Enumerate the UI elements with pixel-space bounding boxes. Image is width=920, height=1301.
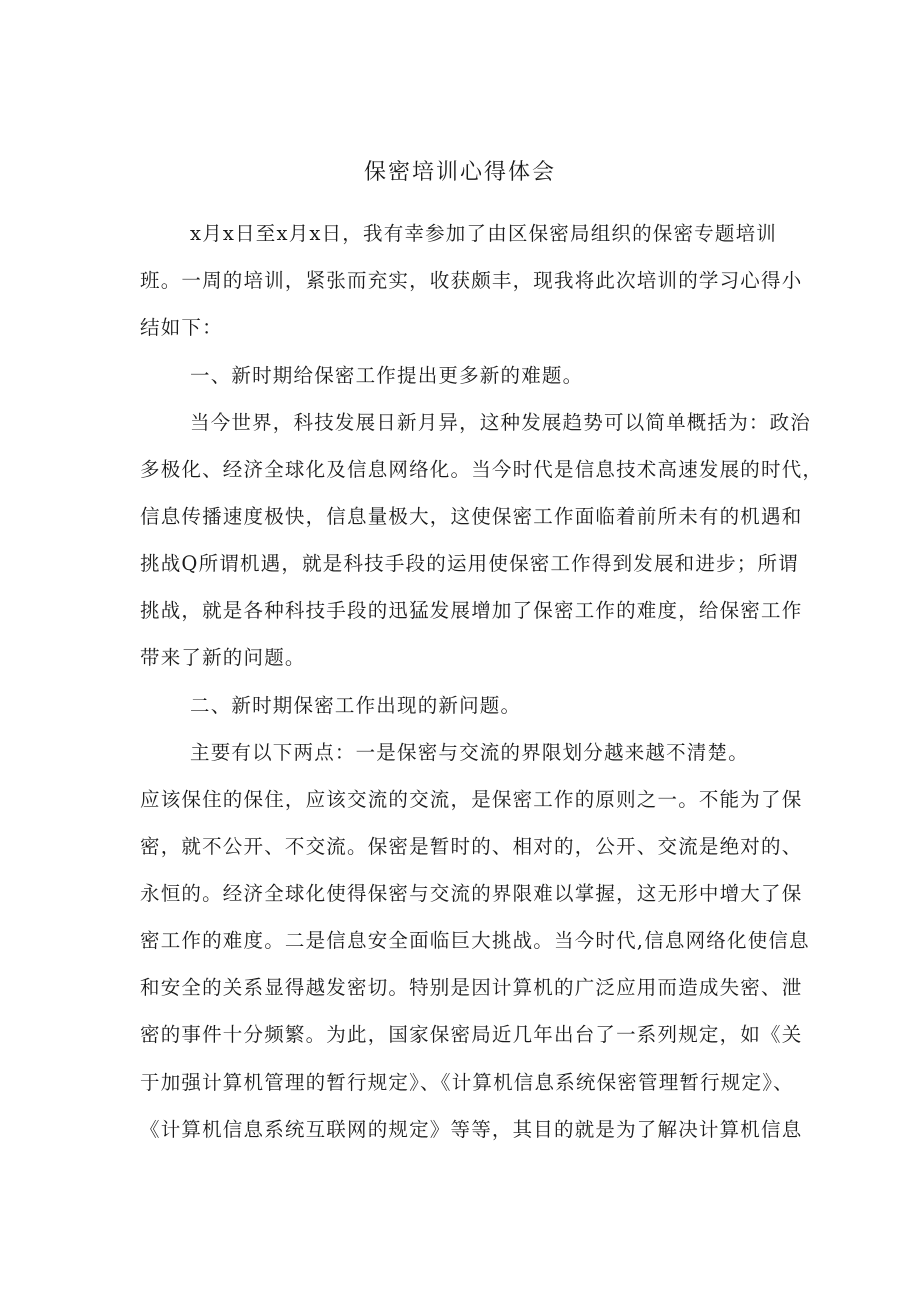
paragraph-line: 于加强计算机管理的暂行规定》、《计算机信息系统保密管理暂行规定》、: [140, 1071, 794, 1094]
paragraph-line: 密，就不公开、不交流。保密是暂时的、相对的，公开、交流是绝对的、: [140, 835, 803, 858]
section-heading: 一、新时期给保密工作提出更多新的难题。: [190, 364, 584, 387]
paragraph-line: 多极化、经济全球化及信息网络化。当今时代是信息技术高速发展的时代，: [140, 458, 824, 481]
paragraph-line: 挑战，就是各种科技手段的迅猛发展增加了保密工作的难度，给保密工作: [140, 599, 803, 622]
paragraph-line: x月x日至x月x日，我有幸参加了由区保密局组织的保密专题培训: [190, 222, 777, 245]
paragraph-line: 班。一周的培训，紧张而充实，收获颇丰，现我将此次培训的学习心得小: [140, 269, 803, 292]
paragraph-line: 密的事件十分频繁。为此，国家保密局近几年出台了一系列规定，如《关: [140, 1023, 803, 1046]
paragraph-line: 挑战Q所谓机遇，就是科技手段的运用使保密工作得到发展和进步；所谓: [140, 552, 799, 575]
section-heading: 二、新时期保密工作出现的新问题。: [190, 694, 522, 717]
paragraph-line: 主要有以下两点：一是保密与交流的界限划分越来越不清楚。: [190, 741, 749, 764]
paragraph-line: 《计算机信息系统互联网的规定》等等，其目的就是为了解决计算机信息: [140, 1118, 803, 1141]
paragraph-line: 应该保住的保住，应该交流的交流，是保密工作的原则之一。不能为了保: [140, 788, 803, 811]
paragraph-line: 结如下：: [140, 316, 223, 339]
paragraph-line: 永恒的。经济全球化使得保密与交流的界限难以掌握，这无形中增大了保: [140, 882, 803, 905]
paragraph-line: 和安全的关系显得越发密切。特别是因计算机的广泛应用而造成失密、泄: [140, 976, 803, 999]
document-title: 保密培训心得体会: [363, 160, 556, 185]
paragraph-line: 信息传播速度极快，信息量极大，这使保密工作面临着前所未有的机遇和: [140, 505, 803, 528]
paragraph-line: 带来了新的问题。: [140, 646, 306, 669]
paragraph-line: 密工作的难度。二是信息安全面临巨大挑战。当今时代,信息网络化使信息: [140, 929, 810, 952]
paragraph-line: 当今世界，科技发展日新月异，这种发展趋势可以简单概括为：政治: [190, 411, 812, 434]
